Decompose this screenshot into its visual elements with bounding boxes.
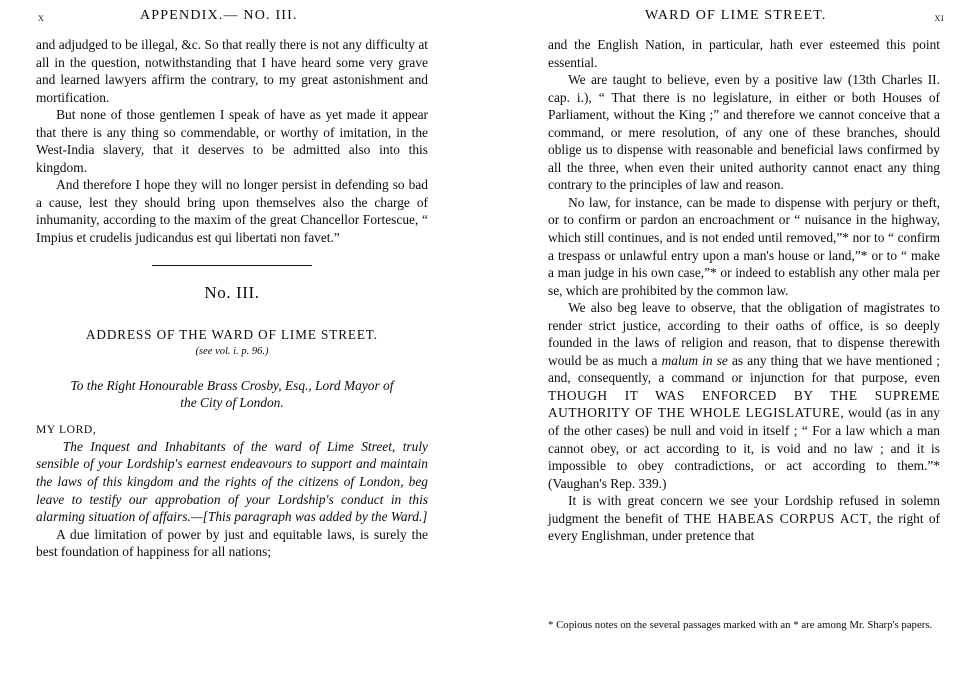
page-folio-right: xi — [934, 10, 944, 24]
running-head-left: APPENDIX.— NO. III. — [140, 8, 298, 23]
running-head — [0, 8, 980, 30]
section-title: ADDRESS OF THE WARD OF LIME STREET. — [86, 326, 378, 342]
section-divider-rule — [152, 265, 312, 266]
left-text-column — [36, 36, 428, 561]
paragraph: and the English Nation, in particular, hath ever esteemed this point essential. — [548, 37, 940, 70]
addressee-line-2: the City of London. — [180, 395, 284, 411]
paragraph: A due limitation of power by just and equitable laws, is surely the best foundation of happiness for all nations; — [36, 526, 428, 560]
address-body-italic-text: The Inquest and Inhabitants of the ward of Lime Street, truly sensible of your Lordship's earnest endeavours to support and maintain the laws of this kingdom and the rights of the citizens of London, beg leave to testify our approbation of your Lordship's conduct in this alarming situation of affairs.— — [36, 438, 428, 525]
paragraph: But none of those gentlemen I speak of have as yet made it appear that there is any thing so commendable, or worthy of imitation, in the West-India slavery, that it deserves to be admitted also into this kingdom. — [36, 107, 428, 175]
footnote-block — [548, 618, 940, 632]
paragraph: We are taught to believe, even by a positive law (13th Charles II. cap. i.), “ That there is no legislature, in either or both Houses of Parliament, without the King ;” and therefore we cannot conceive that a command, or mere resolution, of any one of these branches, should oblige us to dispense with reasonable and beneficial laws confirmed by all the three, when even their united authority cannot enact any thing contrary to the principles of law and reason. — [548, 72, 940, 193]
section-number: No. III. — [204, 282, 260, 302]
text-run: , would (as in any of the other cases) be null and void in itself ; “ For a law which a man cannot obey, or act according to it, is void and no law ; and it is impossible to obey contradictions, or act according to them.”* (Vaughan's Rep. 339.) — [548, 405, 940, 491]
running-head-right: WARD OF LIME STREET. — [645, 8, 827, 23]
addressee-line-1: To the Right Honourable Brass Crosby, Esq., Lord Mayor of — [70, 377, 394, 393]
paragraph: And therefore I hope they will no longer persist in defending so bad a cause, lest they should bring upon themselves also the charge of inhumanity, according to the maxim of the great Chancellor Fortescue, “ Impius et crudelis judicandus est qui libertati non favet.” — [36, 177, 428, 246]
emphasis-smallcaps: THOUGH IT WAS ENFORCED BY THE SUPREME AUTHORITY OF THE WHOLE LEGISLATURE — [548, 387, 940, 421]
salutation: MY LORD, — [36, 422, 97, 436]
paragraph: No law, for instance, can be made to dispense with perjury or theft, or to confirm or pardon an encroachment or “ nuisance in the highway, which still continues, and is not ended until removed,”* nor to “ confirm a trespass or unlawful entry upon a man's house or land,”* or to “ make a man judge in his own case,”* or indeed to establish any other mala per se, which are prohibited by the common law. — [548, 194, 940, 298]
addressee-block — [36, 377, 428, 412]
ward-editorial-note: [This paragraph was added by the Ward.] — [202, 509, 428, 525]
text-run: , the right of every Englishman, under pretence that — [548, 510, 940, 544]
page-folio-left: x — [38, 10, 45, 24]
address-body-paragraph — [36, 438, 428, 526]
text-run: It is with great concern we see your Lordship refused in solemn judgment the benefit of — [548, 493, 940, 526]
paragraph-magistrates — [548, 299, 940, 492]
section-reference: (see vol. i. p. 96.) — [195, 346, 269, 358]
paragraph-habeas-corpus — [548, 492, 940, 545]
text-run: We also beg leave to observe, that the obligation of magistrates to render strict justice, according to their oaths of office, is so deeply founded in the laws of religion and reason, that to dispense therewith would be as much a — [548, 300, 940, 368]
footnote-text: * Copious notes on the several passages marked with an * are among Mr. Sharp's papers. — [548, 619, 933, 631]
text-run: as any thing that we have mentioned ; and, consequently, a command or injunction for that purpose, even — [548, 352, 941, 386]
latin-phrase: malum in se — [661, 352, 728, 368]
right-text-column — [548, 36, 940, 545]
habeas-corpus-smallcaps: THE HABEAS CORPUS ACT — [684, 510, 869, 526]
paragraph: and adjudged to be illegal, &c. So that really there is not any difficulty at all in the question, notwithstanding that I have heard some very grave and learned lawyers affirm the contrary, to my great astonishment and mortification. — [36, 37, 428, 105]
